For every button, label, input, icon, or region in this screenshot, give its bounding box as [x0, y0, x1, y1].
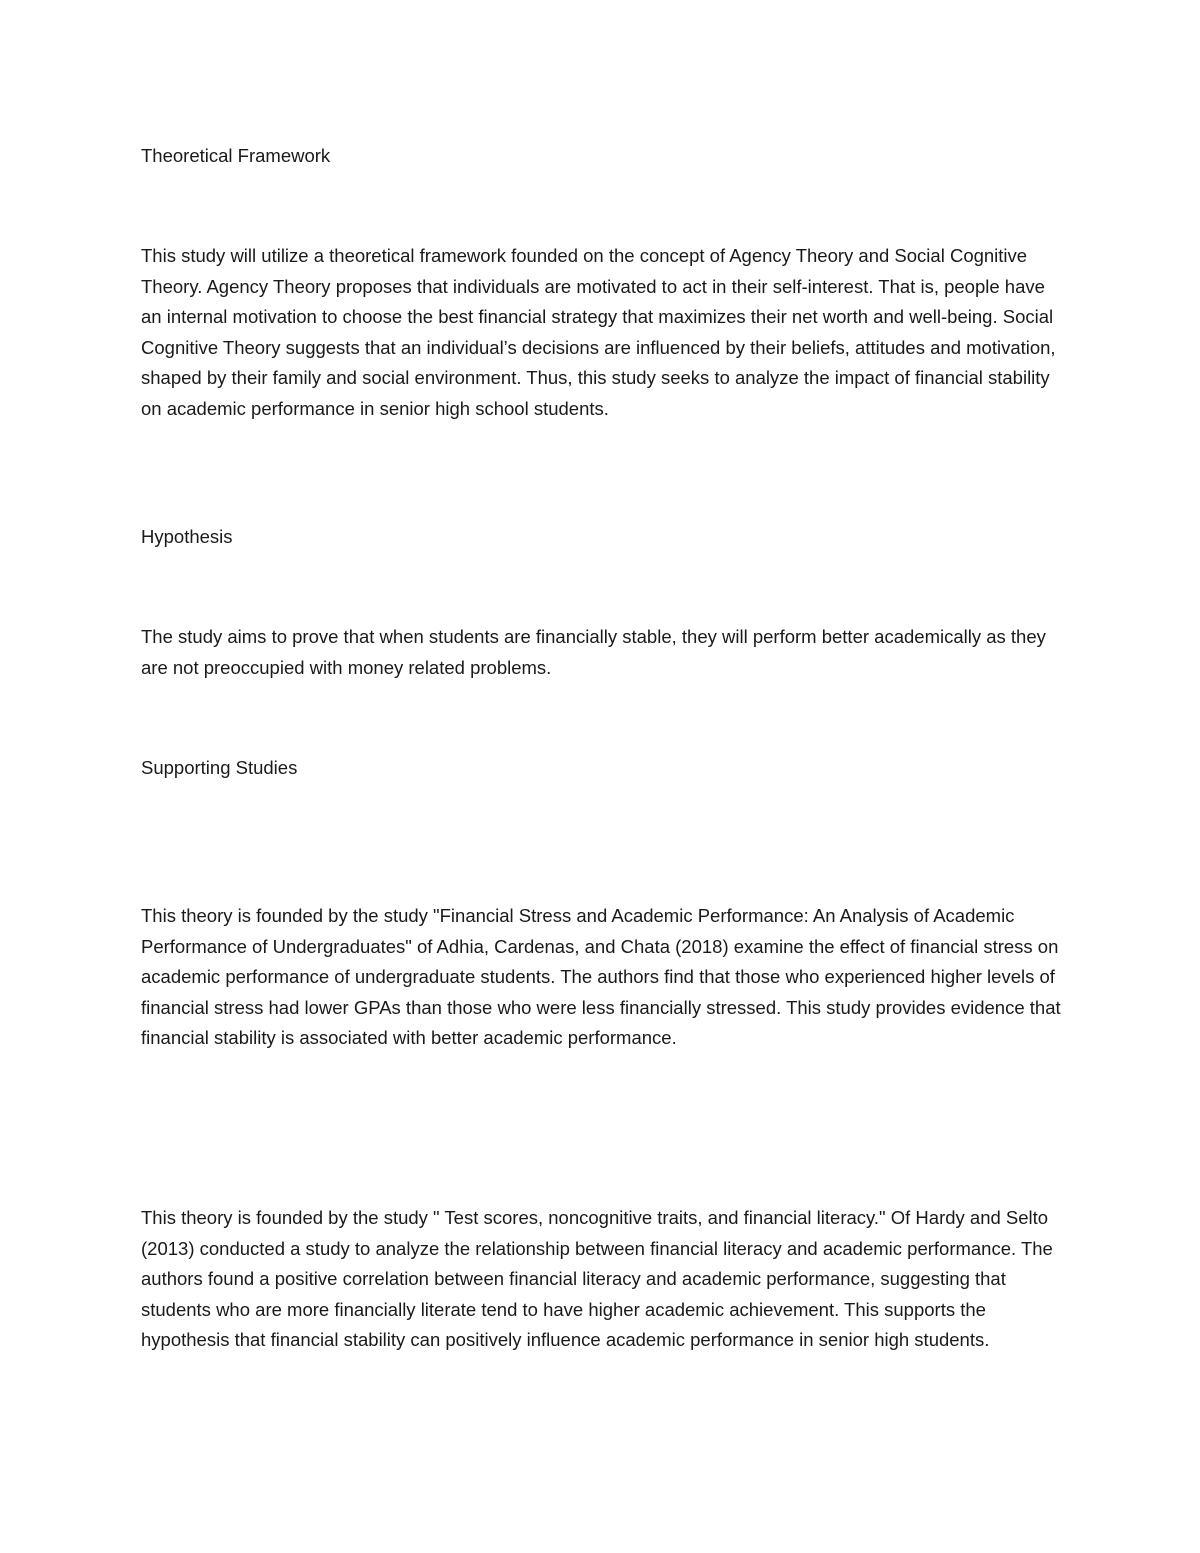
heading-theoretical-framework: Theoretical Framework: [141, 145, 331, 166]
paragraph-theoretical-framework: This study will utilize a theoretical framework founded on the concept of Agency Theory and Social Cognitive Theory. Agency Theory proposes that individuals are motivated to act in their self-interest. That is, people have an internal motivation to choose the best financial strategy that maximizes their net worth and well-being. Social Cognitive Theory suggests that an individual’s decisions are influenced by their beliefs, attitudes and motivation, shaped by their family and social environment. Thus, this study seeks to analyze the impact of financial stability on academic performance in senior high school students.: [141, 245, 1056, 419]
heading-hypothesis: Hypothesis: [141, 526, 233, 547]
paragraph-supporting-study-1: This theory is founded by the study "Financial Stress and Academic Performance: An Analysis of Academic Performance of Undergraduates" of Adhia, Cardenas, and Chata (2018) examine the effect of financial stress on academic performance of undergraduate students. The authors find that those who experienced higher levels of financial stress had lower GPAs than those who were less financially stressed. This study provides evidence that financial stability is associated with better academic performance.: [141, 905, 1061, 1048]
heading-supporting-studies: Supporting Studies: [141, 757, 298, 778]
paragraph-supporting-study-2: This theory is founded by the study " Test scores, noncognitive traits, and financial literacy." Of Hardy and Selto (2013) conducted a study to analyze the relationship between financial literacy and academic performance. The authors found a positive correlation between financial literacy and academic performance, suggesting that students who are more financially literate tend to have higher academic achievement. This supports the hypothesis that financial stability can positively influence academic performance in senior high students.: [141, 1207, 1053, 1350]
paragraph-hypothesis: The study aims to prove that when students are financially stable, they will perform better academically as they are not preoccupied with money related problems.: [141, 626, 1046, 678]
